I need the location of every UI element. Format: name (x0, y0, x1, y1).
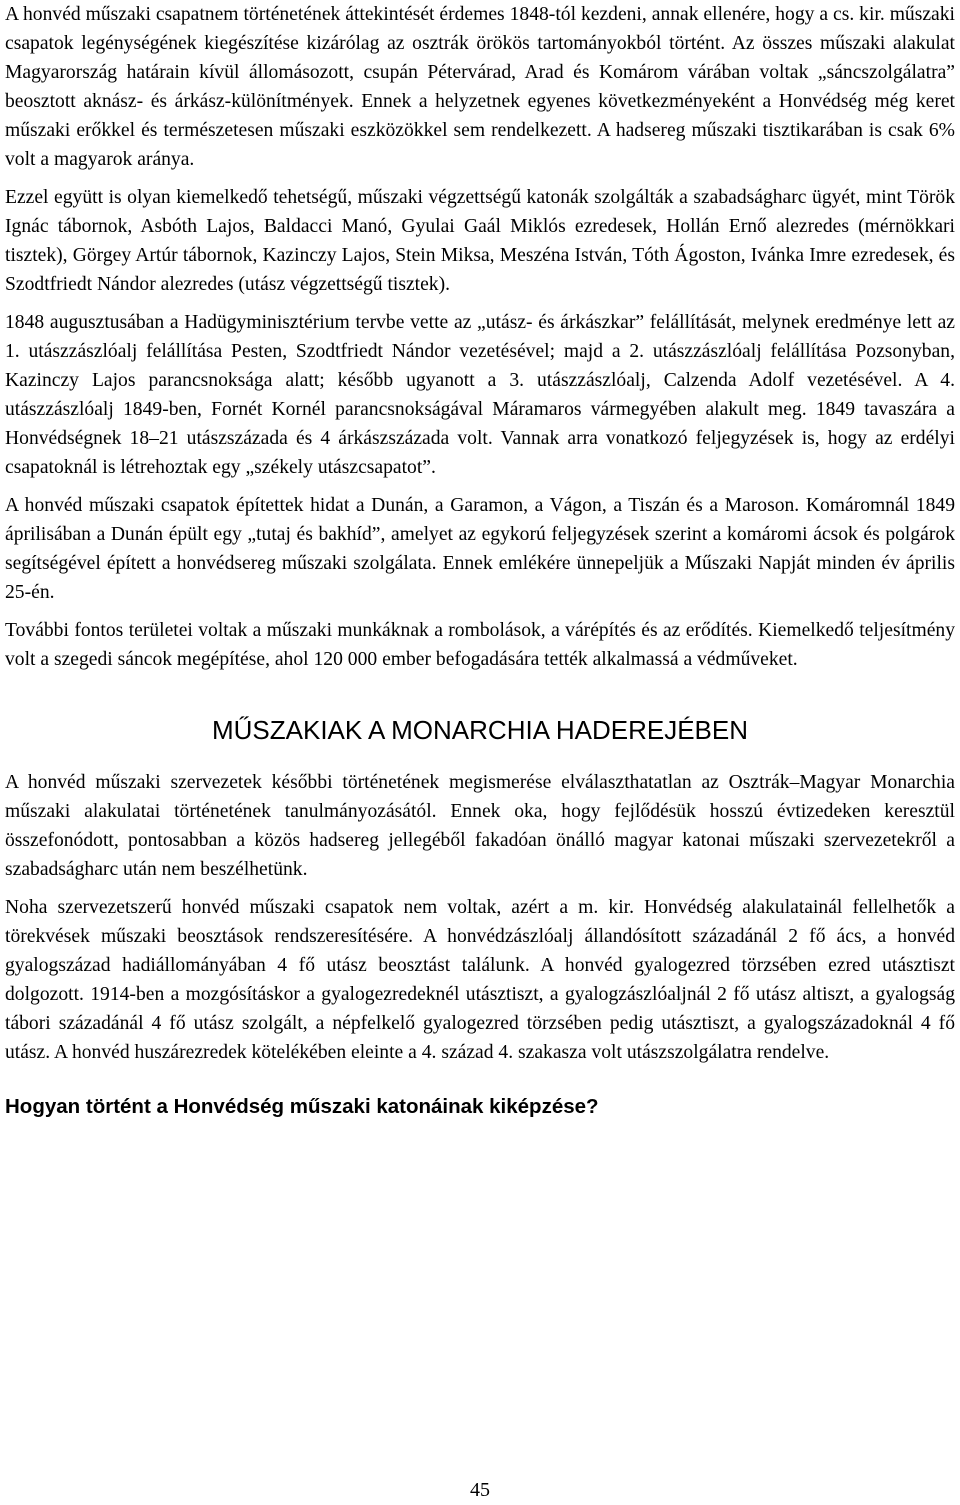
paragraph-officers: Ezzel együtt is olyan kiemelkedő tehetségű, műszaki végzettségű katonák szolgálták a szabadságharc ügyét, mint Török Ignác tábornok, Asbóth Lajos, Baldacci Manó, Gyulai Gaál Miklós ezredesek, Hollán Ernő alezredes (mérnökkari tisztek), Görgey Artúr tábornok, Kazinczy Lajos, Stein Miksa, Meszéna István, Tóth Ágoston, Ivánka Imre ezredesek, és Szodtfriedt Nándor alezredes (utász végzettségű tisztek). (5, 187, 955, 295)
paragraph-honved-units: Noha szervezetszerű honvéd műszaki csapatok nem voltak, azért a m. kir. Honvédség alakulatainál fellelhetők a törekvések műszaki beosztások rendszeresítésére. A honvédzászlóalj állandósított századánál 2 fő ács, a honvéd gyalogszázad hadiállományában 4 fő utász beosztást találunk. A honvéd gyalogezred törzsében ezred utásztiszt dolgozott. 1914-ben a mozgósításkor a gyalogezredeknél utásztiszt, a gyalogzászlóaljnál 2 fő utász altiszt, a gyalogság tábori századánál 4 fő utász szolgált, a népfelkelő gyalogezred törzsében pedig utásztiszt, a gyalogszázadoknál 4 fő utász. A honvéd huszárezredek kötelékében eleinte a 4. század 4. szakasza volt utászszolgálatra rendelve. (5, 897, 955, 1063)
paragraph-fortifications: További fontos területei voltak a műszaki munkáknak a rombolások, a várépítés és az erődítés. Kiemelkedő teljesítmény volt a szegedi sáncok megépítése, ahol 120 000 ember befogadására tették alkalmassá a védműveket. (5, 620, 955, 670)
paragraph-battalions: 1848 augusztusában a Hadügyminisztérium tervbe vette az „utász- és árkászkar” felállítását, melynek eredménye lett az 1. utászzászlóalj felállítása Pesten, Szodtfriedt Nándor vezetésével; majd a 2. utászzászlóalj felállítása Pozsonyban, Kazinczy Lajos parancsnoksága alatt; később ugyanott a 3. utászzászlóalj, Calzenda Adolf vezetésével. A 4. utászzászlóalj 1849-ben, Fornét Kornél parancsnokságával Máramaros vármegyében alakult meg. 1849 tavaszára a Honvédségnek 18–21 utászszázada és 4 árkászszázada volt. Vannak arra vonatkozó feljegyzések is, hogy az erdélyi csapatoknál is létrehoztak egy „székely utászcsapatot”. (5, 312, 955, 478)
page-number: 45 (470, 1479, 490, 1501)
document-page (5, 0, 955, 1121)
paragraph-bridges: A honvéd műszaki csapatok építettek hidat a Dunán, a Garamon, a Vágon, a Tiszán és a Maroson. Komáromnál 1849 áprilisában a Dunán épült egy „tutaj és bakhíd”, amelyet az egykorú feljegyzések szerint a komáromi ácsok és polgárok segítségével épített a honvédsereg műszaki szolgálata. Ennek emlékére ünnepeljük a Műszaki Napját minden év április 25-én. (5, 495, 955, 603)
subheading-training: Hogyan történt a Honvédség műszaki katonáinak kiképzése? (5, 1095, 599, 1118)
paragraph-monarchy: A honvéd műszaki szervezetek későbbi történetének megismerése elválaszthatatlan az Osztrák–Magyar Monarchia műszaki alakulatai történetének tanulmányozásától. Ennek oka, hogy fejlődésük hosszú évtizedeken keresztül összefonódott, pontosabban a közös hadsereg jellegéből fakadóan önálló magyar katonai műszaki szervezetekről a szabadságharc után nem beszélhetünk. (5, 772, 955, 880)
section-heading: MŰSZAKIAK A MONARCHIA HADEREJÉBEN (211, 715, 748, 745)
paragraph-1848-intro: A honvéd műszaki csapatnem történetének áttekintését érdemes 1848-tól kezdeni, annak ellenére, hogy a cs. kir. műszaki csapatok legénységének kiegészítése kizárólag az osztrák örökös tartományokból történt. Az összes műszaki alakulat Magyarország határain kívül állomásozott, csupán Pétervárad, Arad és Komárom várában voltak „sáncszolgálatra” beosztott aknász- és árkász-különítmények. Ennek a helyzetnek egyenes következményeként a Honvédség még keret műszaki erőkkel és természetesen műszaki eszközökkel sem rendelkezett. A hadsereg műszaki tisztikarában is csak 6% volt a magyarok aránya. (5, 4, 955, 170)
